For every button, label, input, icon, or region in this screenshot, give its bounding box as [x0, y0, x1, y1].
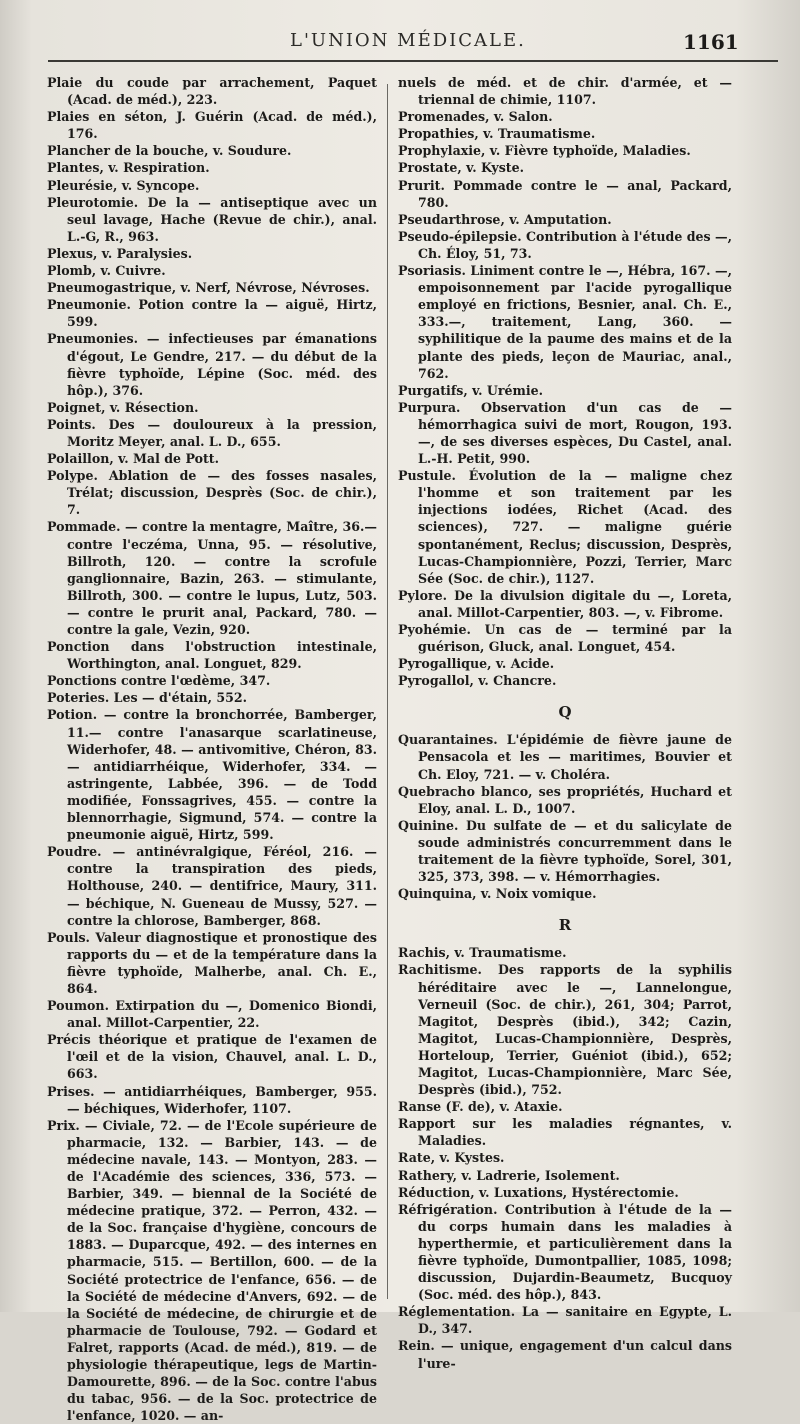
left-column: [47, 74, 377, 1424]
index-entry: Pseudo-épilepsie. Contribution à l'étude des —, Ch. Éloy, 51, 73.: [398, 228, 732, 261]
index-entry: Propathies, v. Traumatisme.: [398, 126, 596, 142]
index-entry: Pseudarthrose, v. Amputation.: [398, 211, 612, 227]
index-entry: Psoriasis. Liniment contre le —, Hébra, 167. —, empoisonnement par l'acide pyrogallique employé en frictions, Besnier, anal. Ch. E., 333.—, traitement, Lang, 360. — syphilitique de la paume des mains et de la plante des pieds, leçon de Mauriac, anal., 762.: [398, 263, 732, 381]
index-entry: Plaie du coude par arrachement, Paquet (Acad. de méd.), 223.: [47, 75, 377, 108]
index-entry: Prix. — Civiale, 72. — de l'Ecole supérieure de pharmacie, 132. — Barbier, 143. — de médecine navale, 143. — Montyon, 283. — de l'Académie des sciences, 336, 573. — Barbier, 349. — biennal de la Société de médecine pratique, 372. — Perron, 432. — de la Soc. française d'hygiène, concours de 1883. — Duparcque, 492. — des internes en pharmacie, 515. — Bertillon, 600. — de la Société protectrice de l'enfance, 656. — de la Société de médecine d'Anvers, 692. — de la Société de médecine, de chirurgie et de pharmacie de Toulouse, 792. — Godard et Falret, rapports (Acad. de méd.), 819. — de physiologie thérapeutique, legs de Martin-Damourette, 896. — de la Soc. contre l'abus du tabac, 956. — de la Soc. protectrice de l'enfance, 1020. — an-: [47, 1117, 377, 1424]
index-entry: Points. Des — douloureux à la pression, Moritz Meyer, anal. L. D., 655.: [47, 416, 377, 449]
index-entry: Réfrigération. Contribution à l'étude de la — du corps humain dans les maladies à hyperthermie, et particulièrement dans la fièvre typhoïde, Dumontpallier, 1085, 1098; discussion, Dujardin-Beaumetz, Bucquoy (Soc. méd. des hôp.), 843.: [398, 1201, 732, 1303]
index-entry: nuels de méd. et de chir. d'armée, et — triennal de chimie, 1107.: [398, 75, 732, 108]
index-entry: Pyrogallique, v. Acide.: [398, 656, 555, 672]
index-entry: Pneumonie. Potion contre la — aiguë, Hirtz, 599.: [47, 297, 377, 330]
index-entry: Rachitisme. Des rapports de la syphilis héréditaire avec le —, Lannelongue, Verneuil (Soc. de chir.), 261, 304; Parrot, Magitot, Desprès (ibid.), 342; Cazin, Magitot, Lucas-Championnière, Desprès, Horteloup, Terrier, Guéniot (ibid.), 652; Magitot, Lucas-Championnière, Marc Sée, Desprès (ibid.), 752.: [398, 962, 732, 1098]
index-entry: Rein. — unique, engagement d'un calcul dans l'ure-: [398, 1338, 732, 1371]
section-letter-r: R: [558, 916, 572, 935]
index-entry: Purpura. Observation d'un cas de — hémorrhagica suivi de mort, Rougon, 193. —, de ses diverses espèces, Du Castel, anal. L.-H. Petit, 990.: [398, 399, 732, 467]
index-entry: Ponctions contre l'œdème, 347.: [47, 673, 271, 689]
header-rule: [48, 60, 778, 62]
index-entry: Pneumogastrique, v. Nerf, Névrose, Névroses.: [47, 280, 370, 296]
index-entry: Prurit. Pommade contre le — anal, Packard, 780.: [398, 177, 732, 210]
index-entry: Polype. Ablation de — des fosses nasales, Trélat; discussion, Desprès (Soc. de chir.), 7.: [47, 468, 377, 518]
index-entry: Prostate, v. Kyste.: [398, 160, 524, 176]
index-entry: Plancher de la bouche, v. Soudure.: [47, 143, 292, 159]
page-number: 1161: [683, 30, 739, 54]
index-entry: Pyrogallol, v. Chancre.: [398, 673, 557, 689]
index-entry: Réduction, v. Luxations, Hystérectomie.: [398, 1184, 679, 1200]
index-entry: Réglementation. La — sanitaire en Egypte, L. D., 347.: [398, 1304, 732, 1337]
index-entry: Prophylaxie, v. Fièvre typhoïde, Maladies.: [398, 143, 691, 159]
index-entry: Pylore. De la divulsion digitale du —, Loreta, anal. Millot-Carpentier, 803. —, v. Fibrome.: [398, 587, 732, 620]
running-title: L'UNION MÉDICALE.: [290, 30, 526, 51]
index-entry: Plantes, v. Respiration.: [47, 160, 210, 176]
index-entry: Poignet, v. Résection.: [47, 399, 199, 415]
index-entry: Quebracho blanco, ses propriétés, Huchard et Eloy, anal. L. D., 1007.: [398, 783, 732, 816]
index-entry: Plaies en séton, J. Guérin (Acad. de méd.), 176.: [47, 109, 377, 142]
index-entry: Rachis, v. Traumatisme.: [398, 945, 567, 961]
right-column: [398, 74, 732, 1372]
index-entry: Quarantaines. L'épidémie de fièvre jaune de Pensacola et les — maritimes, Bouvier et Ch. Eloy, 721. — v. Choléra.: [398, 732, 732, 782]
index-entry: Poumon. Extirpation du —, Domenico Biondi, anal. Millot-Carpentier, 22.: [47, 998, 377, 1031]
column-divider: [387, 84, 388, 1299]
q-entries: [398, 731, 732, 902]
r-entries: [398, 944, 732, 1371]
index-entry: Pouls. Valeur diagnostique et pronostique des rapports du — et de la température dans la fièvre typhoïde, Malherbe, anal. Ch. E., 864.: [47, 929, 377, 996]
index-entry: Poudre. — antinévralgique, Féréol, 216. — contre la transpiration des pieds, Holthouse, 240. — dentifrice, Maury, 311. — béchique, N. Gueneau de Mussy, 527. — contre la chlorose, Bamberger, 868.: [47, 844, 377, 928]
index-entry: Potion. — contre la bronchorrée, Bamberger, 11.— contre l'anasarque scarlatineuse, Widerhofer, 48. — antivomitive, Chéron, 83. — antidiarrhéique, Widerhofer, 334. — astringente, Labbée, 396. — de Todd modifiée, Fonssagrives, 455. — contre la blennorrhagie, Sigmund, 574. — contre la pneumonie aiguë, Hirtz, 599.: [47, 707, 377, 843]
index-entry: Rathery, v. Ladrerie, Isolement.: [398, 1167, 620, 1183]
p-entries-continued: [398, 74, 732, 689]
index-entry: Quinquina, v. Noix vomique.: [398, 886, 597, 902]
index-entry: Pleurotomie. De la — antiseptique avec un seul lavage, Hache (Revue de chir.), anal. L.-G, R., 963.: [47, 194, 377, 244]
index-entry: Pustule. Évolution de la — maligne chez l'homme et son traitement par les injections iodées, Richet (Acad. des sciences), 727. — maligne guérie spontanément, Reclus; discussion, Desprès, Lucas-Championnière, Pozzi, Terrier, Marc Sée (Soc. de chir.), 1127.: [398, 468, 732, 586]
index-entry: Prises. — antidiarrhéiques, Bamberger, 955. — béchiques, Widerhofer, 1107.: [47, 1083, 377, 1116]
index-entry: Plomb, v. Cuivre.: [47, 263, 166, 279]
index-entry: Pleurésie, v. Syncope.: [47, 177, 200, 193]
index-entry: Pneumonies. — infectieuses par émanations d'égout, Le Gendre, 217. — du début de la fièvre typhoïde, Lépine (Soc. méd. des hôp.), 376.: [47, 331, 377, 398]
index-entry: Polaillon, v. Mal de Pott.: [47, 451, 219, 467]
index-entry: Rate, v. Kystes.: [398, 1150, 505, 1166]
index-entry: Purgatifs, v. Urémie.: [398, 382, 544, 398]
index-entry: Promenades, v. Salon.: [398, 109, 553, 125]
index-entry: Ponction dans l'obstruction intestinale, Worthington, anal. Longuet, 829.: [47, 639, 377, 672]
index-entry: Pyohémie. Un cas de — terminé par la guérison, Gluck, anal. Longuet, 454.: [398, 622, 732, 655]
page-header: [0, 28, 800, 58]
index-entry: Ranse (F. de), v. Ataxie.: [398, 1099, 563, 1115]
index-entry: Plexus, v. Paralysies.: [47, 245, 193, 261]
index-entry: Pommade. — contre la mentagre, Maître, 36.— contre l'eczéma, Unna, 95. — résolutive, Billroth, 120. — contre la scrofule ganglionnaire, Bazin, 263. — stimulante, Billroth, 300. — contre le lupus, Lutz, 503. — contre le prurit anal, Packard, 780. — contre la gale, Vezin, 920.: [47, 519, 377, 637]
index-entry: Précis théorique et pratique de l'examen de l'œil et de la vision, Chauvel, anal. L. D., 663.: [47, 1032, 377, 1082]
index-entry: Rapport sur les maladies régnantes, v. Maladies.: [398, 1116, 732, 1149]
index-entry: Poteries. Les — d'étain, 552.: [47, 690, 248, 706]
index-entry: Quinine. Du sulfate de — et du salicylate de soude administrés concurremment dans le traitement de la fièvre typhoïde, Sorel, 301, 325, 373, 398. — v. Hémorrhagies.: [398, 817, 732, 885]
section-letter-q: Q: [558, 703, 572, 722]
